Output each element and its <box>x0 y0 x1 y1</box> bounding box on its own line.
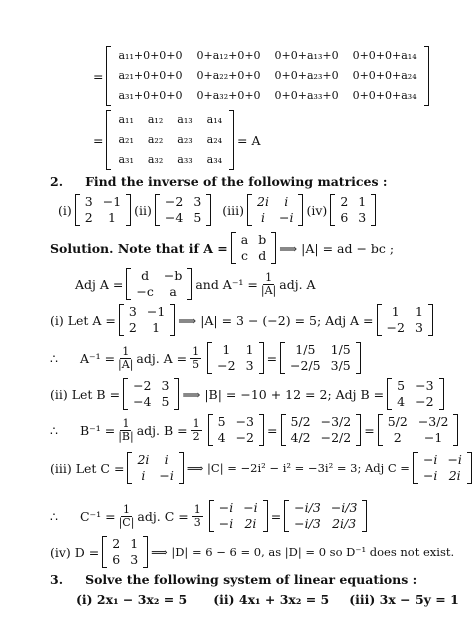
matrix-entry: 2 <box>340 194 349 209</box>
matrix-row <box>107 552 143 568</box>
part-iv <box>50 536 454 568</box>
therefore-symbol: ∴ <box>50 508 58 524</box>
matrix-adj-i <box>207 342 263 374</box>
adj-text: adj. A = <box>136 350 188 366</box>
part-iii-inverse <box>50 500 370 532</box>
matrix-row <box>213 414 259 430</box>
matrix-entry: d <box>258 248 267 263</box>
matrix-row <box>124 304 170 320</box>
matrix-entry: −4 <box>133 394 152 409</box>
matrix-entry: 5 <box>161 394 170 409</box>
matrix-entry: a₂₂ <box>147 133 164 146</box>
expanded-matrix <box>106 46 428 106</box>
matrix-inverse-b <box>378 414 459 446</box>
adj-text: adj. B = <box>136 422 188 438</box>
matrix-entry: a <box>240 232 249 247</box>
fraction: $\frac{1}{|C|}$ <box>118 502 135 529</box>
matrix-entry: 2i <box>137 452 150 467</box>
matrix-entry: 3/5 <box>330 358 351 373</box>
matrix-adj-c <box>209 500 268 532</box>
matrix-row <box>131 284 187 300</box>
matrix-row <box>335 194 371 210</box>
matrix-row <box>214 500 263 516</box>
matrix-entry: 0+a₂₂+0+0 <box>196 69 261 82</box>
matrix-row <box>111 150 229 170</box>
matrix-row <box>382 320 428 336</box>
part-ii-let <box>50 378 447 410</box>
matrix-entry: 0+a₁₂+0+0 <box>196 49 261 62</box>
matrix-row <box>252 210 298 226</box>
matrix-entry: 0+0+0+a₁₄ <box>352 49 417 62</box>
matrix-entry: i <box>164 452 169 467</box>
matrix-entry: a₃₁ <box>118 153 134 166</box>
matrix-entry: c <box>241 248 249 263</box>
matrix-entry: 3 <box>161 378 170 393</box>
question-title: Solve the following system of linear equations : <box>85 572 418 587</box>
matrix-entry: 3 <box>193 194 202 209</box>
fraction: $\frac{1}{5}$ <box>192 344 200 371</box>
matrix-entry: −3 <box>235 414 255 429</box>
matrix-entry: a₃₂ <box>147 153 164 166</box>
matrix-row <box>80 210 126 226</box>
matrix-row <box>383 430 454 446</box>
determinant-formula: ⟹ |A| = ad − bc ; <box>279 240 395 256</box>
question-number: 2. <box>50 174 64 189</box>
item-label: (iv) <box>306 202 328 218</box>
question-2-heading <box>50 174 388 189</box>
matrix-row <box>286 414 357 430</box>
matrix-entry: −i/3 <box>330 500 358 515</box>
matrix-entry: a₁₂ <box>147 113 164 126</box>
therefore-symbol: ∴ <box>50 350 58 366</box>
matrix-entry: 5/2 <box>387 414 408 429</box>
matrix-row <box>289 516 362 532</box>
matrix-row <box>111 66 423 86</box>
matrix-entry: a₃₄ <box>206 153 223 166</box>
matrix-entry: −3 <box>415 378 434 393</box>
matrix-row <box>213 430 259 446</box>
equals-sign: = <box>364 422 375 438</box>
item-label: (i) <box>58 202 72 218</box>
matrix-a-i <box>119 304 175 336</box>
determinant-text: ⟹ |A| = 3 − (−2) = 5; Adj A = <box>178 312 374 328</box>
matrix-entry: −1 <box>146 304 166 319</box>
matrix-entry: −2 <box>217 358 236 373</box>
matrix-row <box>286 430 357 446</box>
matrix-entry: 2 <box>112 536 121 551</box>
matrix-entry: 1/5 <box>330 342 351 357</box>
inverse-label: and A⁻¹ = <box>195 276 258 292</box>
equals-sign: = <box>93 68 104 84</box>
matrix-entry: i <box>141 468 146 483</box>
matrix-entry: a₁₁+0+0+0 <box>118 49 183 62</box>
item-label: (ii) <box>134 202 152 218</box>
expanded-matrix-line <box>93 46 432 106</box>
matrix-row <box>418 468 467 484</box>
matrix-entry: 3 <box>130 552 139 567</box>
matrix-row <box>131 268 187 284</box>
matrix-row <box>128 378 174 394</box>
matrix-entry: −3/2 <box>320 414 352 429</box>
reduced-matrix-line <box>93 110 261 170</box>
matrix-entry: −i <box>243 500 258 515</box>
fraction: $\frac{1}{|A|}$ <box>118 344 134 371</box>
matrix-entry: 0+0+0+a₃₄ <box>352 89 417 102</box>
matrix-entry: 1 <box>222 342 231 357</box>
matrix-q2-iii <box>247 194 303 226</box>
matrix-entry: −2 <box>386 320 405 335</box>
matrix-row <box>382 304 428 320</box>
matrix-entry: 6 <box>112 552 121 567</box>
solution-intro <box>50 232 394 264</box>
matrix-entry: a₁₁ <box>118 113 134 126</box>
equals-a: = A <box>237 132 261 148</box>
matrix-row <box>252 194 298 210</box>
matrix-entry: −i/3 <box>294 500 321 515</box>
matrix-row <box>285 358 356 374</box>
matrix-row <box>132 468 178 484</box>
matrix-entry: 2 <box>84 210 93 225</box>
let-text: (iii) Let C = <box>50 460 125 476</box>
matrix-c <box>127 452 183 484</box>
matrix-entry: d <box>141 268 150 283</box>
matrix-entry: 4 <box>217 430 226 445</box>
determinant-text: ⟹ |B| = −10 + 12 = 2; Adj B = <box>182 386 385 402</box>
matrix-row <box>212 358 258 374</box>
part-iii-let <box>50 452 474 484</box>
matrix-q2-i <box>75 194 131 226</box>
inverse-label: A⁻¹ = <box>79 350 116 366</box>
matrix-entry: −i <box>279 210 294 225</box>
part-i-let <box>50 304 436 336</box>
matrix-entry: −i <box>422 452 438 467</box>
matrix-entry: 1 <box>245 342 254 357</box>
matrix-entry: −b <box>163 268 183 283</box>
item-label: (iii) <box>222 202 245 218</box>
matrix-row <box>392 394 438 410</box>
matrix-entry: −i <box>218 500 234 515</box>
matrix-entry: a₂₁+0+0+0 <box>118 69 183 82</box>
matrix-row <box>111 130 229 150</box>
part-i-inverse <box>50 342 364 374</box>
matrix-adj-c <box>413 452 472 484</box>
matrix-entry: −c <box>136 284 154 299</box>
matrix-entry: a₁₃ <box>177 113 193 126</box>
matrix-entry: 0+0+0+a₂₄ <box>352 69 417 82</box>
matrix-entry: 0+0+a₃₃+0 <box>274 89 339 102</box>
matrix-entry: a₁₄ <box>206 113 223 126</box>
d-label: (iv) D = <box>50 544 100 560</box>
matrix-entry: 4 <box>397 394 406 409</box>
matrix-entry: i <box>284 194 289 209</box>
matrix-entry: 3 <box>245 358 254 373</box>
matrix-entry: −1 <box>102 194 122 209</box>
matrix-row <box>111 46 423 66</box>
matrix-entry: 2i <box>244 516 257 531</box>
matrix-entry: 0+0+a₂₃+0 <box>274 69 339 82</box>
matrix-row <box>160 210 206 226</box>
question-2-matrices <box>58 194 379 226</box>
matrix-row <box>418 452 467 468</box>
matrix-entry: 5 <box>193 210 202 225</box>
solution-label: Solution. Note that if A = <box>50 240 228 256</box>
matrix-entry: b <box>258 232 267 247</box>
matrix-entry: a₃₃ <box>177 153 193 166</box>
matrix-row <box>132 452 178 468</box>
matrix-entry: 2i <box>257 194 269 209</box>
matrix-inverse-i <box>280 342 361 374</box>
matrix-entry: 1 <box>107 210 116 225</box>
matrix-adj-general <box>126 268 192 300</box>
matrix-entry: a₂₃ <box>177 133 193 146</box>
matrix-adj-i <box>377 304 433 336</box>
matrix-entry: −2 <box>133 378 152 393</box>
matrix-row <box>289 500 362 516</box>
matrix-entry: a <box>169 284 177 299</box>
equation: (iii) 3x − 5y = 1 <box>349 592 459 607</box>
matrix-q2-iv <box>330 194 376 226</box>
matrix-row <box>236 248 271 264</box>
matrix-row <box>111 86 423 106</box>
equation: (ii) 4x₁ + 3x₂ = 5 <box>213 592 330 607</box>
matrix-row <box>160 194 206 210</box>
matrix-row <box>383 414 454 430</box>
matrix-entry: 0+0+a₁₃+0 <box>274 49 339 62</box>
matrix-adj-b <box>387 378 443 410</box>
matrix-entry: −i <box>159 468 174 483</box>
matrix-d <box>102 536 148 568</box>
matrix-entry: −i <box>447 452 462 467</box>
matrix-row <box>212 342 258 358</box>
let-text: (i) Let A = <box>50 312 116 328</box>
matrix-entry: a₃₁+0+0+0 <box>118 89 183 102</box>
matrix-row <box>107 536 143 552</box>
singular-text: ⟹ |D| = 6 − 6 = 0, as |D| = 0 so D⁻¹ does not exist. <box>151 545 455 559</box>
matrix-entry: 1/5 <box>295 342 316 357</box>
matrix-entry: −2 <box>164 194 184 209</box>
matrix-row <box>236 232 271 248</box>
matrix-row <box>392 378 438 394</box>
matrix-inverse-c <box>284 500 367 532</box>
equals-sign: = <box>266 350 278 366</box>
equals-sign: = <box>267 422 278 438</box>
adj-word: adj. A <box>279 276 316 292</box>
determinant-text: ⟹ |C| = −2i² − i² = −3i² = 3; Adj C = <box>186 461 410 475</box>
matrix-entry: 5/2 <box>290 414 311 429</box>
question-title: Find the inverse of the following matrices : <box>85 174 388 189</box>
matrix-b <box>123 378 179 410</box>
matrix-entry: −i/3 <box>294 516 321 531</box>
matrix-entry: −2 <box>415 394 434 409</box>
matrix-row <box>335 210 371 226</box>
matrix-entry: 3 <box>358 210 367 225</box>
question-number: 3. <box>50 572 64 587</box>
matrix-entry: −4 <box>164 210 184 225</box>
question-3-equations <box>76 592 459 607</box>
equals-sign: = <box>270 508 282 524</box>
matrix-entry: 4/2 <box>290 430 311 445</box>
matrix-entry: 2i <box>448 468 461 483</box>
matrix-entry: −3/2 <box>417 414 449 429</box>
matrix-entry: 6 <box>340 210 349 225</box>
fraction: $\frac{1}{|B|}$ <box>118 416 134 443</box>
inverse-label: B⁻¹ = <box>79 422 116 438</box>
matrix-row <box>285 342 356 358</box>
matrix-entry: 3 <box>84 194 93 209</box>
matrix-entry: 2i/3 <box>332 516 357 531</box>
matrix-entry: 0+a₃₂+0+0 <box>196 89 261 102</box>
matrix-a <box>106 110 234 170</box>
matrix-entry: −1 <box>423 430 443 445</box>
let-text: (ii) Let B = <box>50 386 121 402</box>
inverse-label: C⁻¹ = <box>79 508 116 524</box>
fraction: $\frac{1}{3}$ <box>193 502 201 529</box>
fraction: $\frac{1}{2}$ <box>192 416 200 443</box>
matrix-q2-ii <box>155 194 211 226</box>
matrix-fraction-b <box>281 414 362 446</box>
equation: (i) 2x₁ − 3x₂ = 5 <box>76 592 188 607</box>
equals-sign: = <box>93 132 104 148</box>
fraction: $\frac{1}{|A|}$ <box>260 270 277 297</box>
matrix-entry: −i <box>218 516 234 531</box>
matrix-entry: 3 <box>414 320 423 335</box>
matrix-row <box>80 194 126 210</box>
matrix-entry: a₂₄ <box>206 133 223 146</box>
matrix-entry: 1 <box>358 194 367 209</box>
adjoint-formula <box>75 268 316 300</box>
matrix-entry: 2 <box>393 430 402 445</box>
matrix-entry: −2/2 <box>320 430 352 445</box>
matrix-adj-b <box>208 414 264 446</box>
matrix-entry: 1 <box>152 320 161 335</box>
matrix-row <box>124 320 170 336</box>
matrix-entry: −2 <box>235 430 255 445</box>
matrix-entry: −i <box>422 468 438 483</box>
therefore-symbol: ∴ <box>50 422 58 438</box>
matrix-entry: 1 <box>414 304 423 319</box>
matrix-general-a <box>231 232 276 264</box>
matrix-entry: 5 <box>397 378 406 393</box>
adj-text: adj. C = <box>137 508 189 524</box>
part-ii-inverse <box>50 414 461 446</box>
matrix-entry: −2/5 <box>290 358 321 373</box>
matrix-row <box>128 394 174 410</box>
matrix-entry: a₂₁ <box>118 133 134 146</box>
matrix-entry: 5 <box>217 414 226 429</box>
matrix-entry: 1 <box>130 536 139 551</box>
matrix-row <box>111 110 229 130</box>
matrix-entry: i <box>261 210 266 225</box>
matrix-entry: 2 <box>128 320 137 335</box>
adj-label: Adj A = <box>75 276 124 292</box>
matrix-row <box>214 516 263 532</box>
matrix-entry: 1 <box>391 304 400 319</box>
question-3-heading <box>50 572 417 587</box>
matrix-entry: 3 <box>128 304 137 319</box>
